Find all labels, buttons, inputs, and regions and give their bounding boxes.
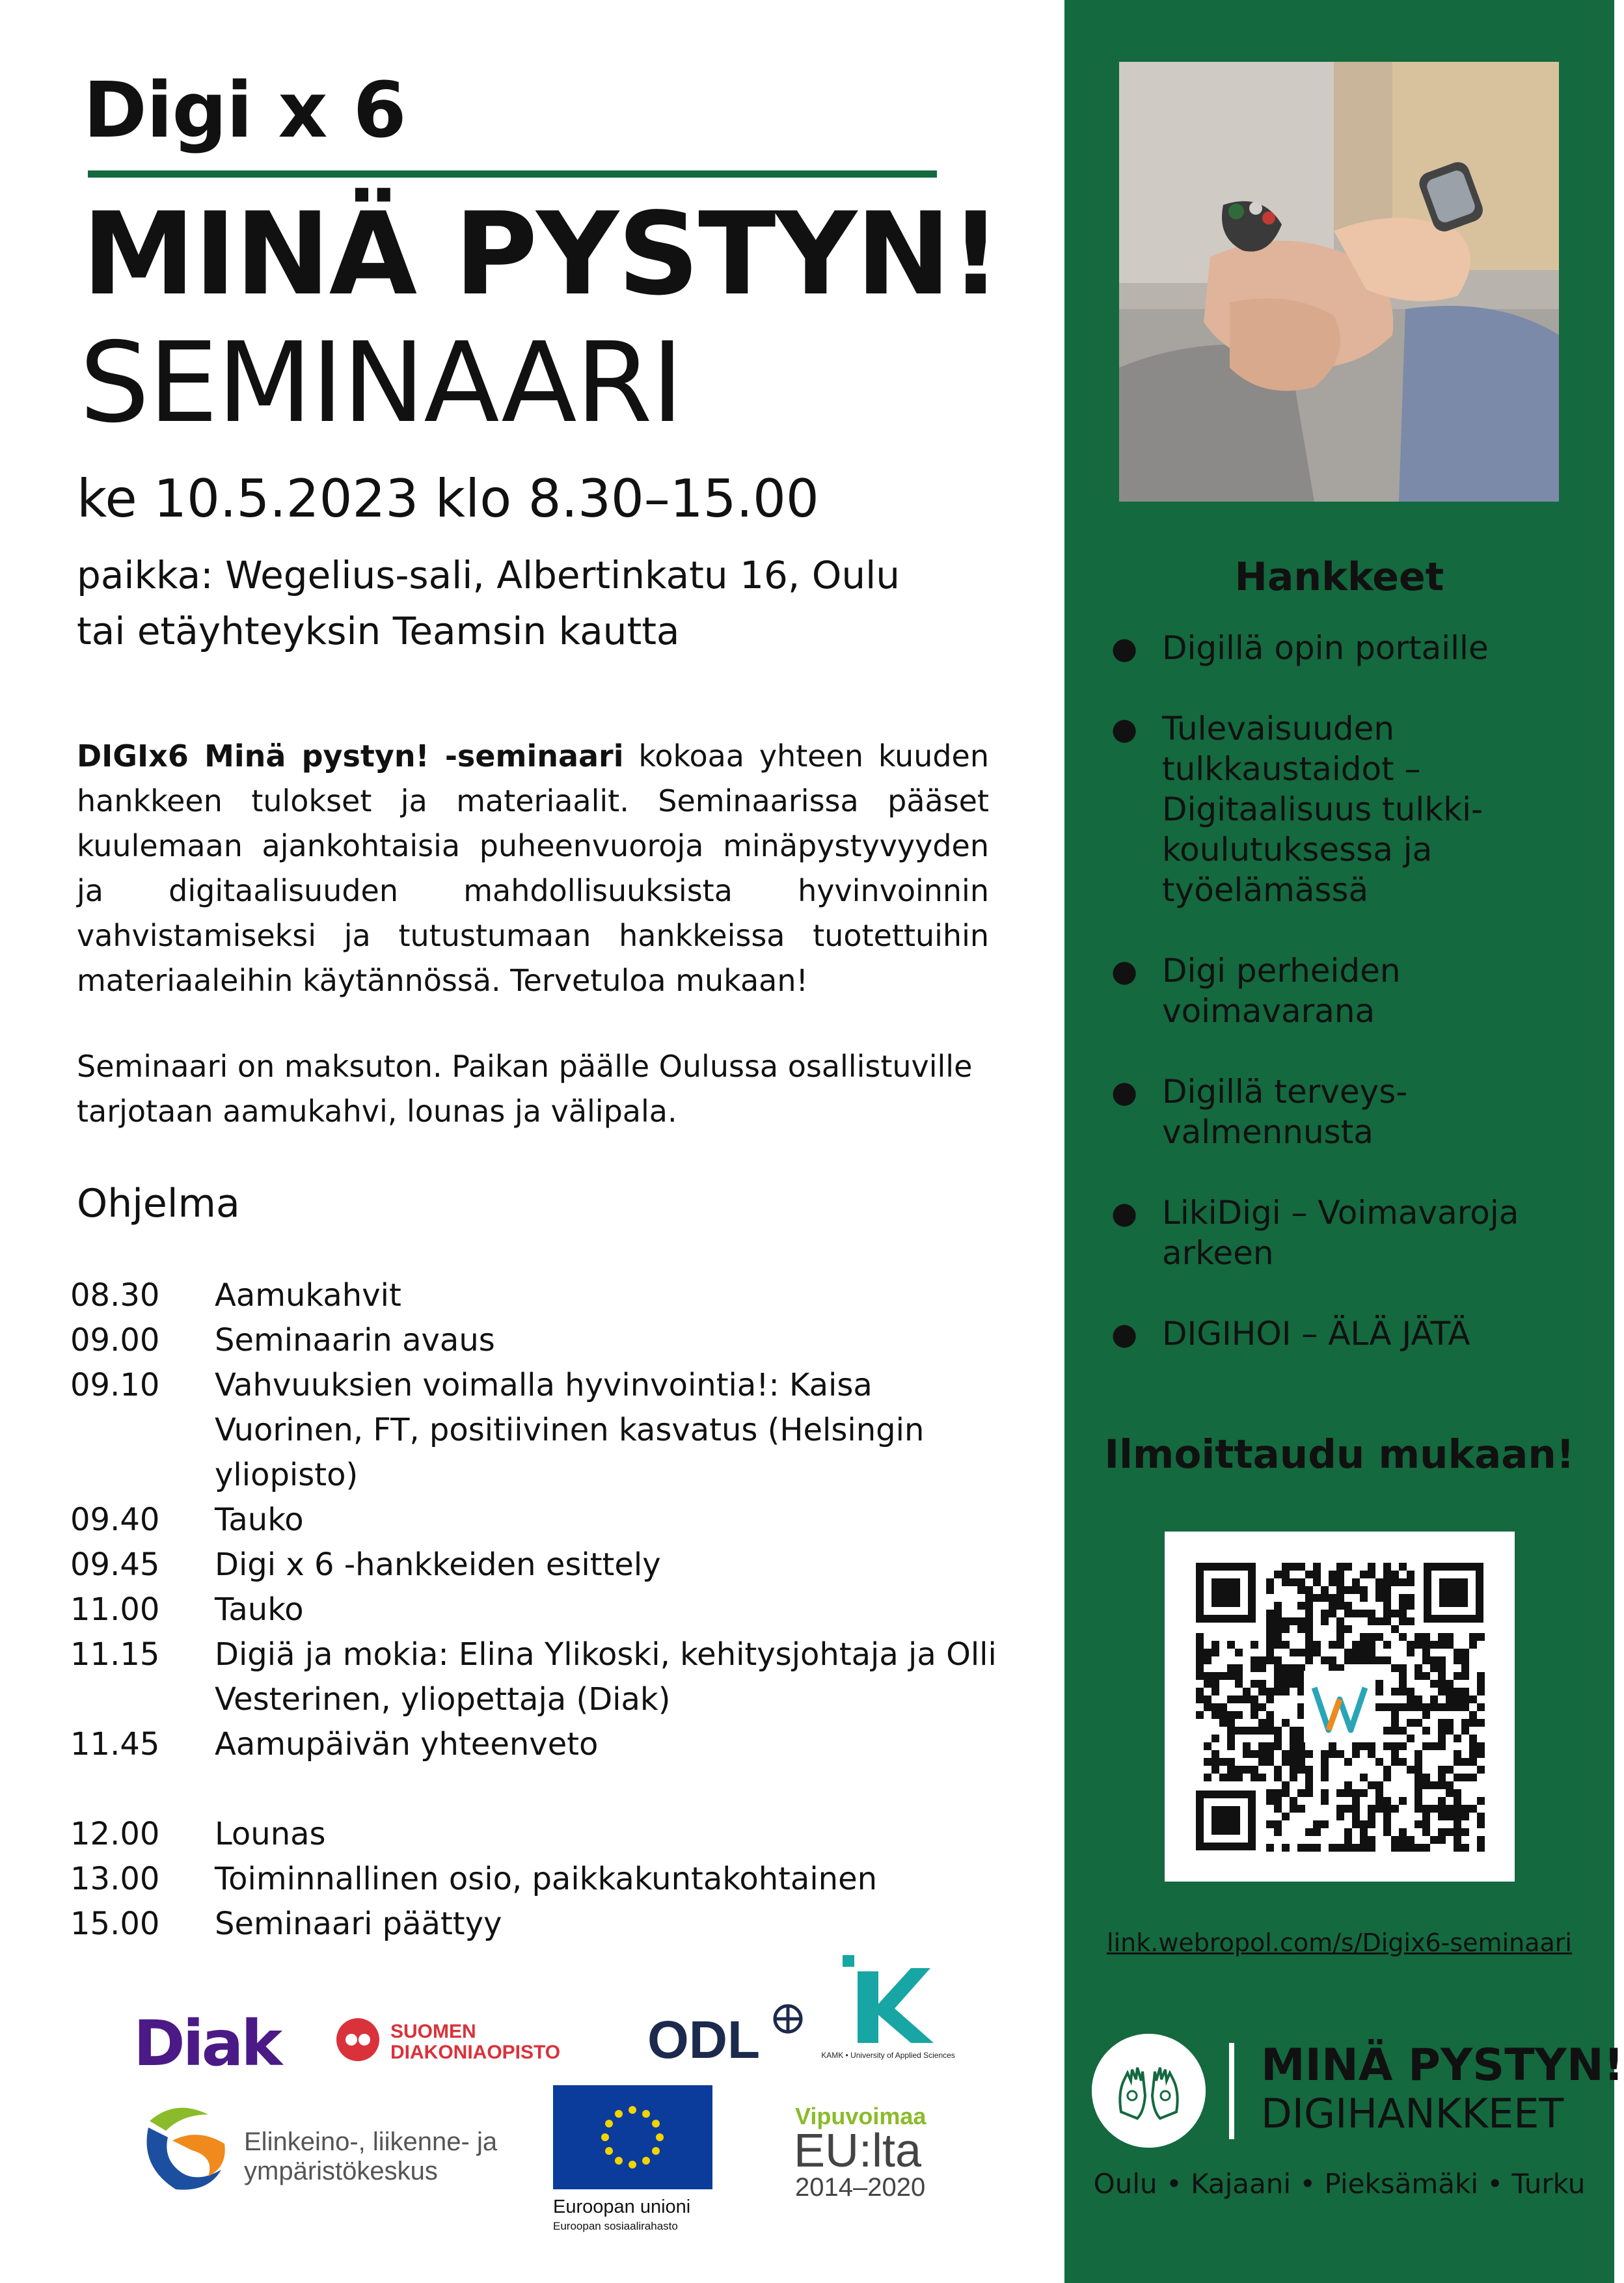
brand-subtitle: DIGIHANKKEET [1261, 2090, 1564, 2137]
program-time: 12.00 [70, 1816, 160, 1852]
program-row [70, 1722, 1020, 1767]
vipu-line1: Vipuvoimaa [795, 2103, 927, 2129]
program-row [70, 1318, 1020, 1363]
odl-text: ODL [647, 2010, 761, 2070]
project-item [1111, 628, 1593, 668]
cities-list: Oulu • Kajaani • Pieksämäki • Turku [1093, 2168, 1586, 2200]
program-text: Toiminnallinen osio, paikkakuntakohtainen [215, 1861, 878, 1897]
bullet-icon: ● [1111, 711, 1138, 746]
program-time: 13.00 [70, 1861, 160, 1897]
project-item [1111, 1314, 1593, 1354]
program-row [70, 1273, 1020, 1318]
project-label: Digillä terveys-valmennusta [1162, 1073, 1408, 1151]
program-text: Lounas [215, 1816, 326, 1852]
brand-title: MINÄ PYSTYN! [1261, 2040, 1624, 2091]
program-text: Digiä ja mokia: Elina Ylikoski, kehitysjohtaja ja Olli Vesterinen, yliopettaja (Diak) [215, 1636, 997, 1718]
signup-heading: Ilmoittaudu mukaan! [1104, 1431, 1575, 1478]
ely-line1: Elinkeino-, liikenne- ja [244, 2128, 498, 2156]
program-text: Seminaari päättyy [215, 1906, 502, 1942]
sdo-line2: DIAKONIAOPISTO [390, 2042, 561, 2063]
raised-hands-icon [1092, 2034, 1206, 2148]
program-time: 09.00 [70, 1322, 160, 1358]
program-row [70, 1902, 1020, 1947]
free-paragraph: Seminaari on maksuton. Paikan päälle Oulussa osallistuville tarjotaan aamukahvi, lounas ja välipala. [77, 1049, 973, 1129]
program-text: Digi x 6 -hankkeiden esittely [215, 1547, 661, 1583]
diak-logo: Diak [133, 2007, 280, 2080]
program-row [70, 1812, 1020, 1857]
project-item [1111, 709, 1593, 910]
project-item [1111, 1072, 1593, 1152]
project-label: Digi perheiden voimavarana [1162, 952, 1401, 1030]
eu-line1: Euroopan unioni [553, 2196, 691, 2217]
bullet-icon: ● [1111, 1316, 1138, 1351]
program-time: 15.00 [70, 1906, 160, 1942]
program-time: 11.00 [70, 1591, 160, 1628]
vipu-line3: 2014–2020 [795, 2173, 926, 2202]
program-text: Aamukahvit [215, 1277, 401, 1314]
eu-line2: Euroopan sosiaalirahasto [553, 2220, 678, 2232]
qr-code-icon[interactable] [1165, 1532, 1515, 1882]
program-time: 11.45 [70, 1726, 160, 1763]
program-time: 09.10 [70, 1367, 160, 1403]
page-title: MINÄ PYSTYN! [82, 189, 1001, 321]
intro-bold: DIGIx6 Minä pystyn! -seminaari [77, 738, 624, 774]
bullet-icon: ● [1111, 630, 1138, 666]
bullet-icon: ● [1111, 953, 1138, 988]
program-row [70, 1543, 1020, 1587]
sdo-line1: SUOMEN [390, 2021, 476, 2042]
ely-centre-logo [137, 2101, 501, 2196]
kamk-logo [821, 1955, 955, 2072]
signup-link[interactable]: link.webropol.com/s/Digix6-seminaari [1107, 1928, 1572, 1957]
eu-flag-logo [553, 2085, 712, 2235]
program-heading: Ohjelma [77, 1181, 240, 1226]
project-label: Tulevaisuuden tulkkaustaidot – Digitaalisuus tulkki-koulutuksessa ja työelämässä [1162, 710, 1483, 909]
kamk-text: KAMK • University of Applied Sciences [821, 2051, 955, 2060]
event-date: ke 10.5.2023 klo 8.30–15.00 [77, 468, 819, 529]
suomen-diakoniaopisto-logo [335, 2017, 602, 2062]
ely-line2: ympäristökeskus [244, 2157, 438, 2185]
program-text: Seminaarin avaus [215, 1322, 495, 1358]
title-divider [88, 170, 937, 178]
program-row [70, 1498, 1020, 1543]
program-row [70, 1363, 1020, 1498]
program-time: 11.15 [70, 1636, 160, 1673]
program-row [70, 1632, 1020, 1722]
vipuvoimaa-logo [794, 2098, 940, 2202]
program-row [70, 1587, 1020, 1632]
bullet-icon: ● [1111, 1195, 1138, 1230]
project-label: LikiDigi – Voimavaroja arkeen [1162, 1194, 1519, 1272]
projects-heading: Hankkeet [1234, 554, 1444, 600]
page-subtitle: SEMINAARI [79, 319, 683, 448]
program-time: 08.30 [70, 1277, 160, 1314]
intro-paragraph [77, 734, 989, 1003]
event-remote: tai etäyhteyksin Teamsin kautta [77, 609, 680, 653]
brand-divider [1229, 2043, 1234, 2139]
event-place: paikka: Wegelius-sali, Albertinkatu 16, Oulu [77, 553, 900, 597]
program-time: 09.40 [70, 1502, 160, 1538]
program-text: Vahvuuksien voimalla hyvinvointia!: Kaisa Vuorinen, FT, positiivinen kasvatus (Helsingin yliopisto) [215, 1367, 925, 1493]
program-list [70, 1273, 1020, 1947]
projects-list [1111, 628, 1593, 1394]
program-gap [70, 1767, 1020, 1812]
odl-logo [646, 2001, 805, 2070]
project-label: DIGIHOI – ÄLÄ JÄTÄ [1162, 1315, 1470, 1353]
hands-together-photo [1119, 62, 1559, 502]
program-text: Tauko [215, 1591, 304, 1628]
program-text: Tauko [215, 1502, 304, 1538]
program-row [70, 1857, 1020, 1902]
project-item [1111, 951, 1593, 1031]
intro-text: kokoaa yhteen kuuden hankkeen tulokset ja materiaalit. Seminaarissa pääset kuulemaan ajankohtaisia puheenvuoroja minäpystyvyyden ja digitaalisuuden mahdollisuuksista hyvinvoinnin vahvistamiseksi ja tutustumaan hankkeissa tuotettuihin materiaaleihin käytännössä. Tervetuloa mukaan! [77, 738, 990, 998]
program-time: 09.45 [70, 1547, 160, 1583]
program-text: Aamupäivän yhteenveto [215, 1726, 599, 1763]
project-item [1111, 1193, 1593, 1273]
digi-label: Digi x 6 [83, 65, 406, 155]
project-label: Digillä opin portaille [1162, 629, 1489, 667]
vipu-line2: EU:lta [794, 2125, 922, 2177]
bullet-icon: ● [1111, 1074, 1138, 1109]
